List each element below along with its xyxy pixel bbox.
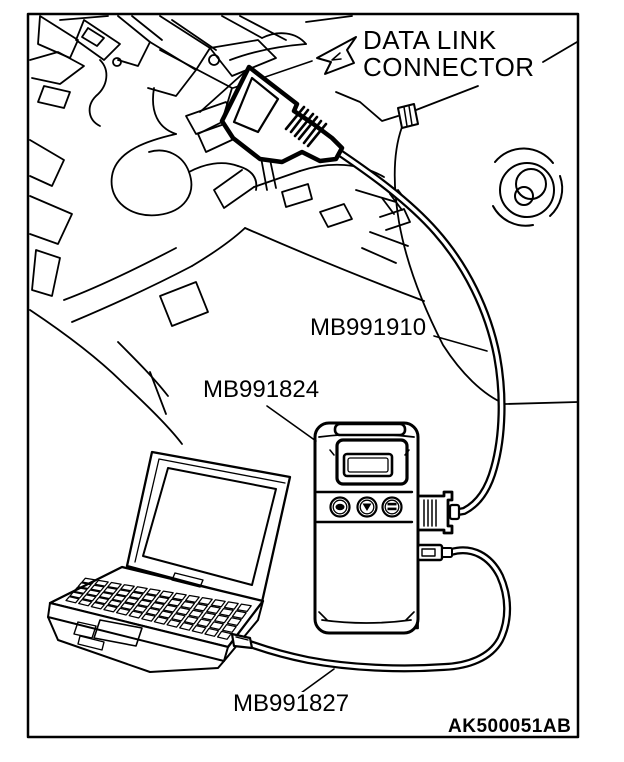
scan-tool-drawing <box>315 423 459 633</box>
dash-panel-edges <box>336 42 578 404</box>
laptop-cable-plug <box>232 634 252 648</box>
laptop-drawing <box>48 452 290 672</box>
ignition-keyhole-drawing <box>493 148 562 225</box>
scan-tool-dsub-connector <box>418 492 452 533</box>
scan-tool-handle-slot <box>335 424 405 435</box>
part-label-mb991910: MB991910 <box>310 314 427 341</box>
scan-tool-button-ok-icon <box>331 498 350 517</box>
data-link-connector-label: DATA LINK CONNECTOR <box>363 25 535 83</box>
scan-tool-button-down-icon <box>358 498 377 517</box>
leader-mb991824 <box>267 406 316 441</box>
data-link-connector-drawing <box>222 67 342 162</box>
part-label-mb991824: MB991824 <box>203 376 320 403</box>
harness-grommet <box>398 104 418 128</box>
part-label-mb991827: MB991827 <box>233 690 350 717</box>
figure-code: AK500051AB <box>448 716 572 737</box>
